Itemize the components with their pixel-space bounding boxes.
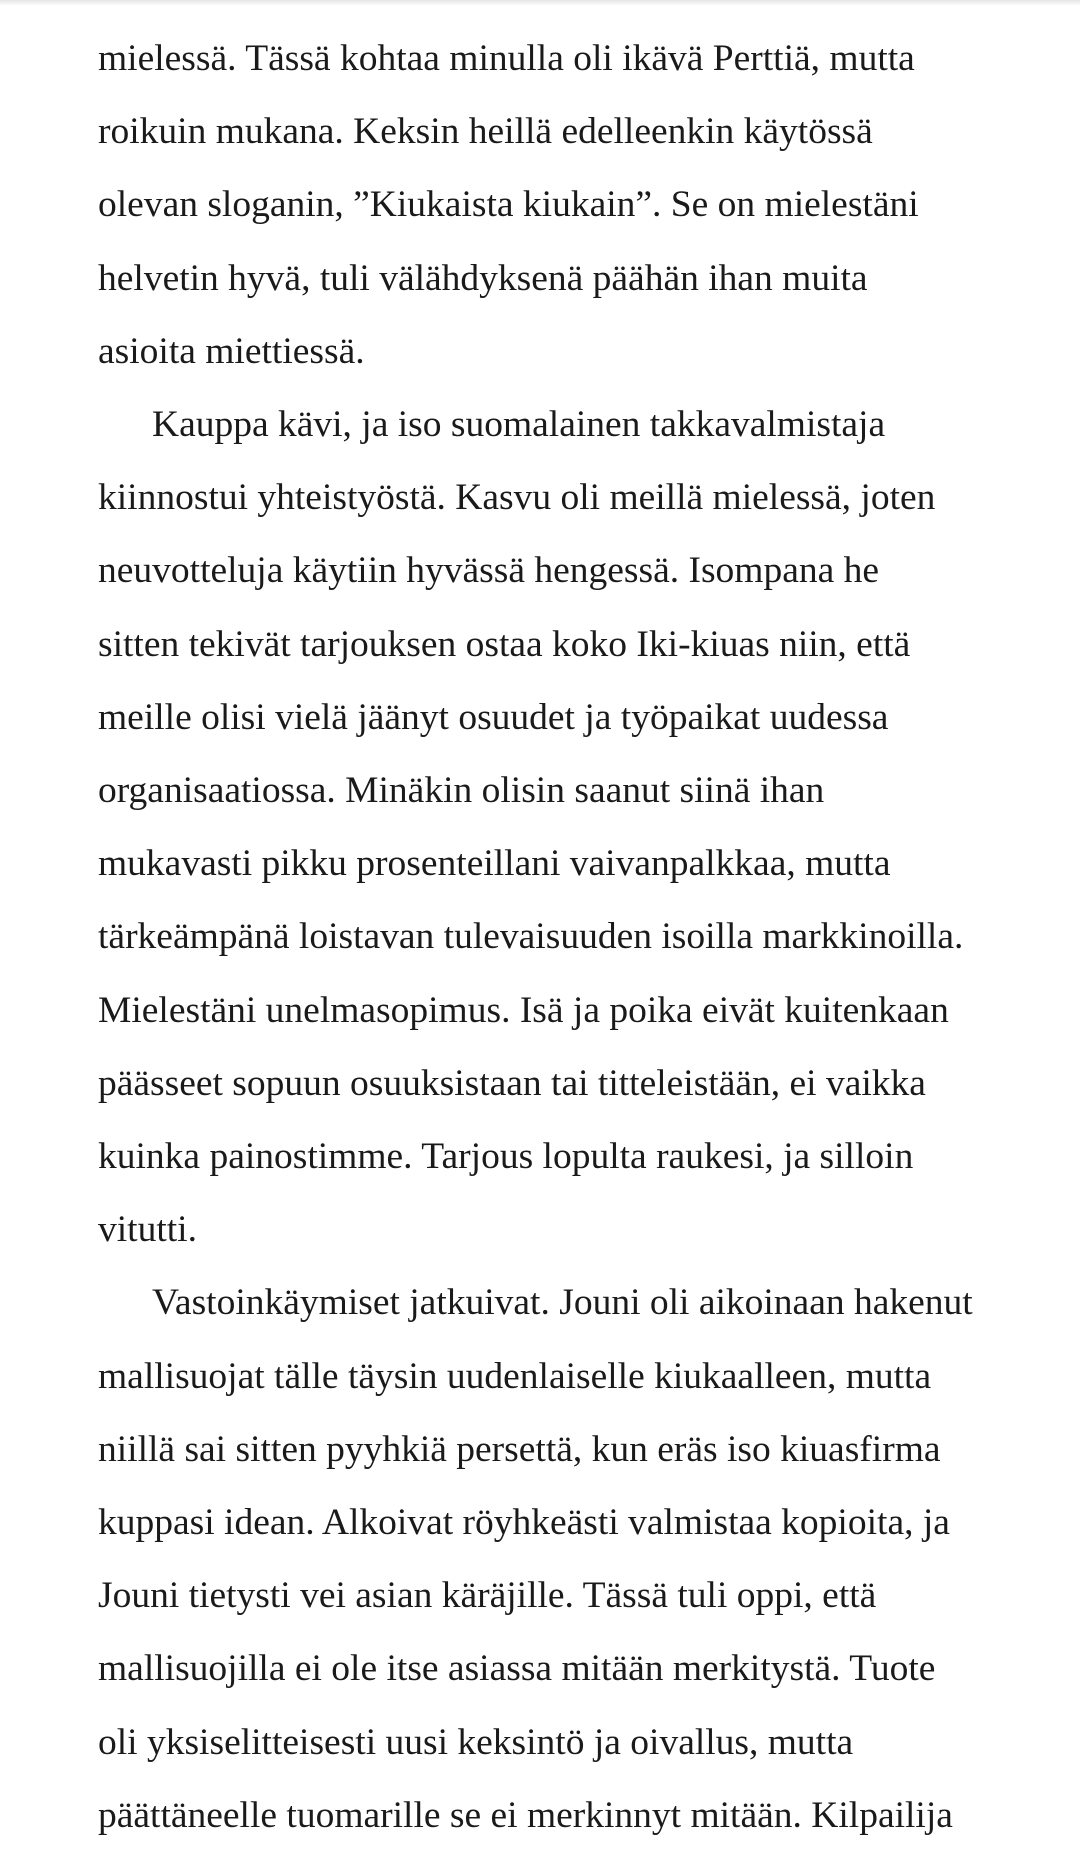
text-line: Mielestäni unelmasopimus. Isä ja poika eivät kuitenkaan xyxy=(98,989,949,1031)
text-line: Vastoinkäymiset jatkuivat. Jouni oli aikoinaan hakenut xyxy=(152,1282,973,1324)
text-line: vitutti. xyxy=(98,1209,197,1251)
text-line: kiinnostui yhteistyöstä. Kasvu oli meillä mielessä, joten xyxy=(98,477,936,519)
text-line: mallisuojat tälle täysin uudenlaiselle kiukaalleen, mutta xyxy=(98,1355,932,1397)
text-line: mallisuojilla ei ole itse asiassa mitään merkitystä. Tuote xyxy=(98,1648,936,1690)
text-line: Jouni tietysti vei asian käräjille. Tässä tuli oppi, että xyxy=(98,1575,877,1617)
text-line: mukavasti pikku prosenteillani vaivanpalkkaa, mutta xyxy=(98,843,891,885)
book-text xyxy=(98,22,1038,1851)
text-line: kuinka painostimme. Tarjous lopulta raukesi, ja silloin xyxy=(98,1136,914,1178)
text-line: päättäneelle tuomarille se ei merkinnyt mitään. Kilpailija xyxy=(98,1794,953,1836)
text-line: kuppasi idean. Alkoivat röyhkeästi valmistaa kopioita, ja xyxy=(98,1502,950,1544)
text-line: Kauppa kävi, ja iso suomalainen takkavalmistaja xyxy=(152,404,886,446)
text-line: olevan sloganin, ”Kiukaista kiukain”. Se on mielestäni xyxy=(98,184,919,226)
paragraph xyxy=(98,1266,1038,1851)
text-line: mielessä. Tässä kohtaa minulla oli ikävä Perttiä, mutta xyxy=(98,38,915,79)
text-line: tärkeämpänä loistavan tulevaisuuden isoilla markkinoilla. xyxy=(98,916,964,958)
text-line: päässeet sopuun osuuksistaan tai titteleistään, ei vaikka xyxy=(98,1062,926,1104)
text-line: roikuin mukana. Keksin heillä edelleenkin käytössä xyxy=(98,111,873,153)
paragraph xyxy=(98,22,1038,388)
text-line: meille olisi vielä jäänyt osuudet ja työpaikat uudessa xyxy=(98,696,889,738)
text-line: neuvotteluja käytiin hyvässä hengessä. Isompana he xyxy=(98,550,880,592)
top-edge-shadow xyxy=(0,0,1080,6)
paragraph xyxy=(98,388,1038,1266)
text-line: helvetin hyvä, tuli välähdyksenä päähän ihan muita xyxy=(98,257,868,299)
text-line: asioita miettiessä. xyxy=(98,330,365,372)
text-line: organisaatiossa. Minäkin olisin saanut siinä ihan xyxy=(98,770,825,812)
text-line: sitten tekivät tarjouksen ostaa koko Iki-kiuas niin, että xyxy=(98,623,911,665)
text-line: oli yksiselitteisesti uusi keksintö ja oivallus, mutta xyxy=(98,1721,854,1763)
text-line: niillä sai sitten pyyhkiä persettä, kun eräs iso kiuasfirma xyxy=(98,1428,941,1470)
